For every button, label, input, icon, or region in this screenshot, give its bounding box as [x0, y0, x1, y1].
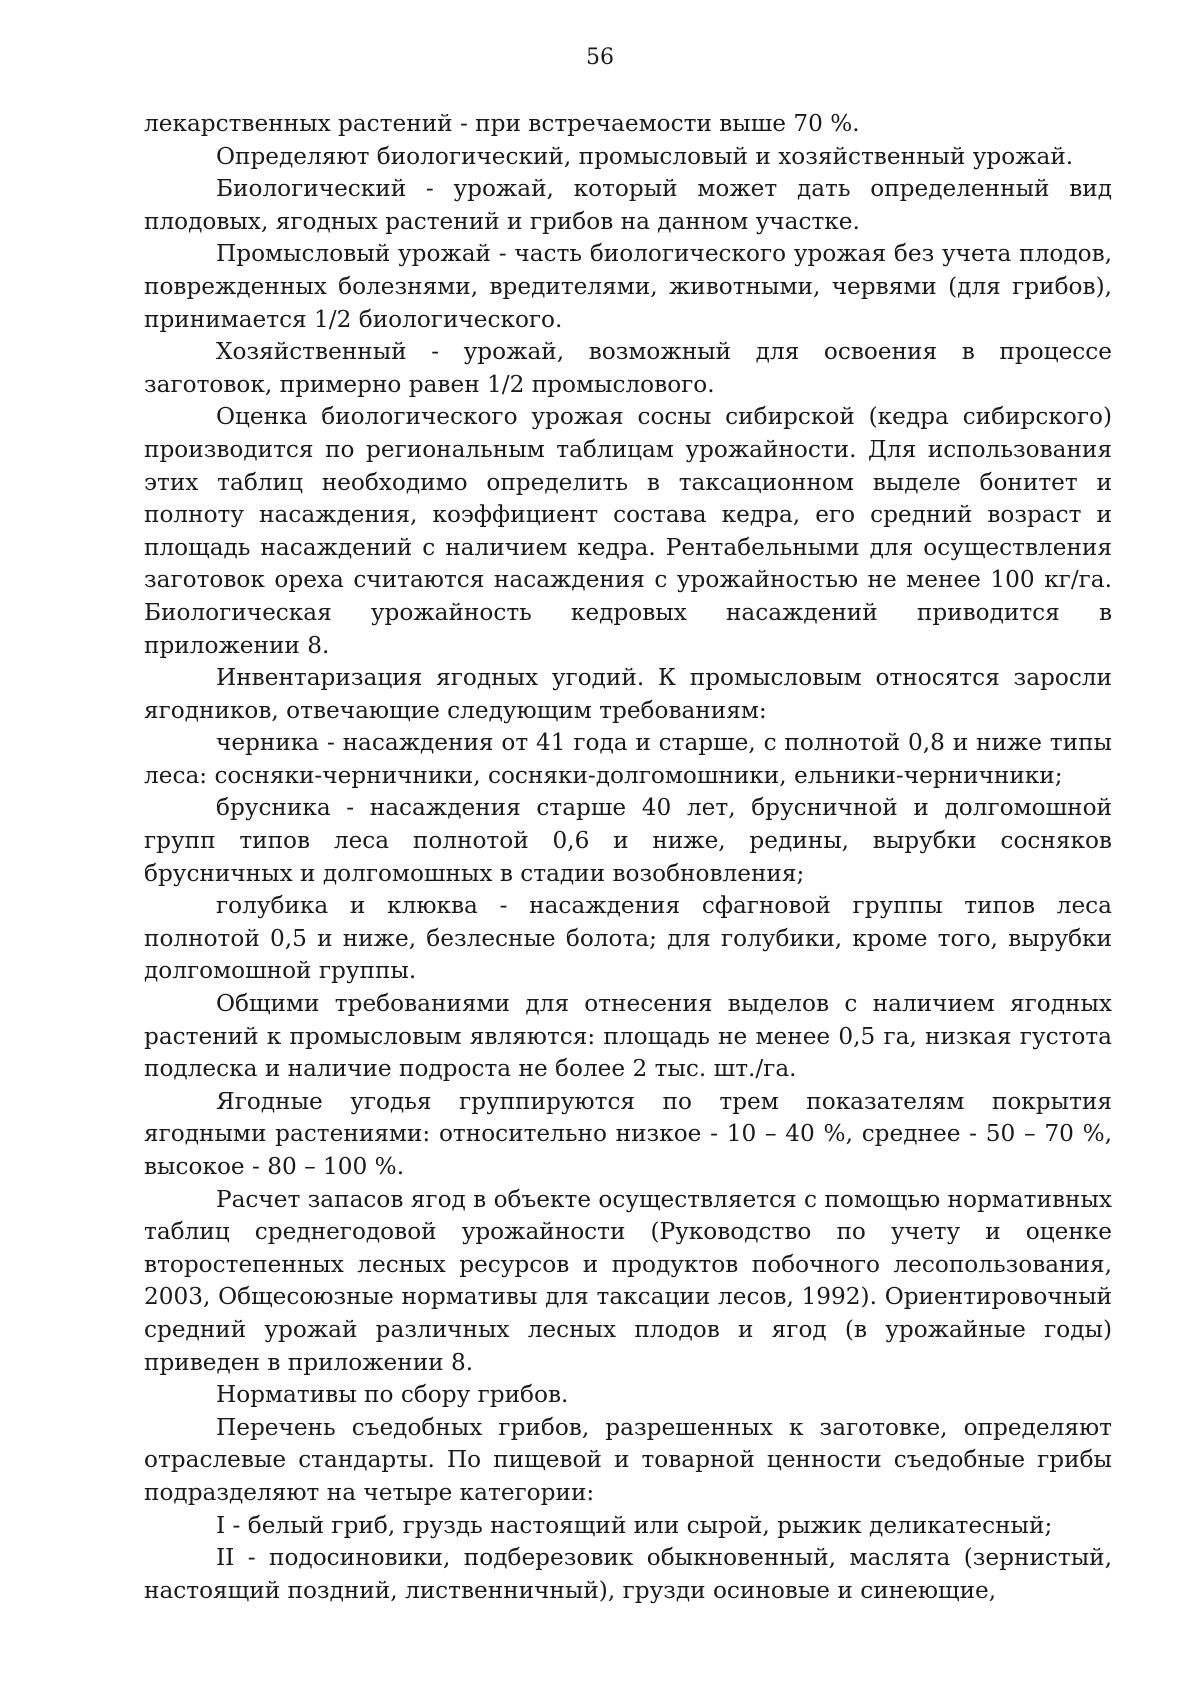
- paragraph: Инвентаризация ягодных угодий. К промысловым относятся заросли ягодников, отвечающие следующим требованиям:: [144, 664, 1112, 724]
- paragraph: Перечень съедобных грибов, разрешенных к заготовке, определяют отраслевые стандарты. По пищевой и товарной ценности съедобные грибы подразделяют на четыре категории:: [144, 1413, 1112, 1506]
- page-number: 56: [586, 45, 614, 70]
- paragraph: Хозяйственный - урожай, возможный для освоения в процессе заготовок, примерно равен 1/2 промыслового.: [144, 338, 1112, 398]
- list-item: черника - насаждения от 41 года и старше, с полнотой 0,8 и ниже типы леса: сосняки-черничники, сосняки-долгомошники, ельники-черничники;: [144, 729, 1112, 789]
- list-item: II - подосиновики, подберезовик обыкновенный, маслята (зернистый, настоящий поздний, лиственничный), грузди осиновые и синеющие,: [144, 1544, 1112, 1604]
- page-body: [144, 108, 1112, 1607]
- list-item: голубика и клюква - насаждения сфагновой группы типов леса полнотой 0,5 и ниже, безлесные болота; для голубики, кроме того, вырубки долгомошной группы.: [144, 892, 1112, 985]
- paragraph: лекарственных растений - при встречаемости выше 70 %.: [144, 110, 860, 137]
- paragraph: Промысловый урожай - часть биологического урожая без учета плодов, поврежденных болезнями, вредителями, животными, червями (для грибов), принимается 1/2 биологического.: [144, 240, 1112, 333]
- paragraph: Оценка биологического урожая сосны сибирской (кедра сибирского) производится по региональным таблицам урожайности. Для использования этих таблиц необходимо определить в таксационном выделе бонитет и полноту насаждения, коэффициент состава кедра, его средний возраст и площадь насаждений с наличием кедра. Рентабельными для осуществления заготовок ореха считаются насаждения с урожайностью не менее 100 кг/га. Биологическая урожайность кедровых насаждений приводится в приложении 8.: [144, 403, 1112, 659]
- section-heading: Нормативы по сбору грибов.: [216, 1381, 569, 1409]
- paragraph: Биологический - урожай, который может дать определенный вид плодовых, ягодных растений и грибов на данном участке.: [144, 175, 1112, 235]
- paragraph: Определяют биологический, промысловый и хозяйственный урожай.: [216, 142, 1074, 170]
- paragraph: Расчет запасов ягод в объекте осуществляется с помощью нормативных таблиц среднегодовой урожайности (Руководство по учету и оценке второстепенных лесных ресурсов и продуктов побочного лесопользования, 2003, Общесоюзные нормативы для таксации лесов, 1992). Ориентировочный средний урожай различных лесных плодов и ягод (в урожайные годы) приведен в приложении 8.: [144, 1185, 1112, 1376]
- list-item: брусника - насаждения старше 40 лет, брусничной и долгомошной групп типов леса полнотой 0,6 и ниже, редины, вырубки сосняков брусничных и долгомошных в стадии возобновления;: [144, 794, 1112, 887]
- paragraph: Общими требованиями для отнесения выделов с наличием ягодных растений к промысловым являются: площадь не менее 0,5 га, низкая густота подлеска и наличие подроста не более 2 тыс. шт./га.: [144, 990, 1112, 1083]
- list-item: I - белый гриб, груздь настоящий или сырой, рыжик деликатесный;: [216, 1511, 1053, 1539]
- paragraph: Ягодные угодья группируются по трем показателям покрытия ягодными растениями: относительно низкое - 10 – 40 %, среднее - 50 – 70 %, высокое - 80 – 100 %.: [144, 1087, 1112, 1180]
